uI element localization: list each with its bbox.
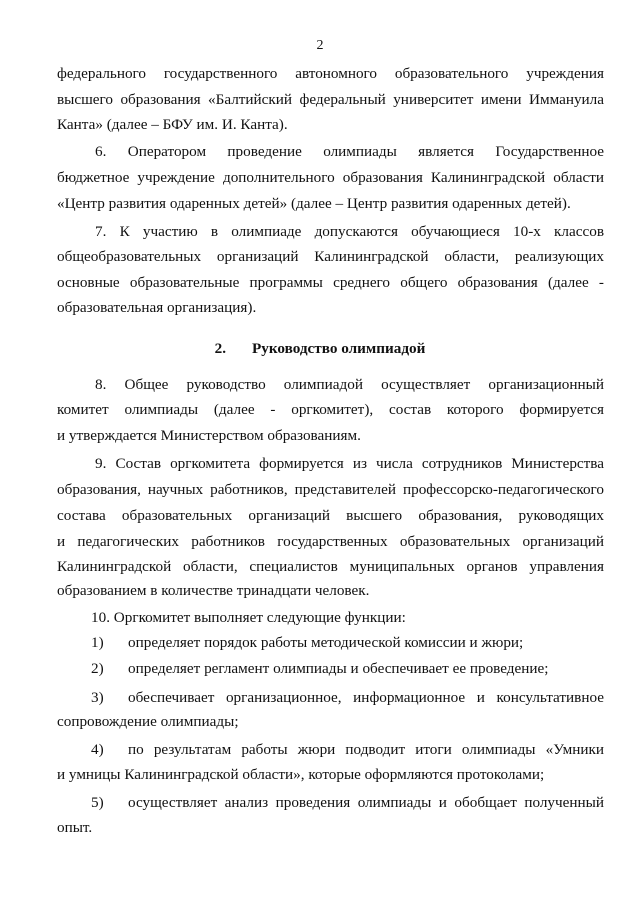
list-item-text: определяет регламент олимпиады и обеспечивает ее проведение; <box>128 660 549 677</box>
list-item-number: 5) <box>91 794 104 811</box>
text-line: образованием в количестве тринадцати человек. <box>57 582 370 599</box>
text-line: Калининградской области, специалистов муниципальных органов управления <box>57 558 604 575</box>
text-line: основные образовательные программы среднего общего образования (далее - <box>57 274 604 291</box>
text-line: 7. К участию в олимпиаде допускаются обучающиеся 10-х классов <box>95 223 604 240</box>
list-item-number: 2) <box>91 660 104 677</box>
text-line: общеобразовательных организаций Калининградской области, реализующих <box>57 248 604 265</box>
list-item-continuation: сопровождение олимпиады; <box>57 713 239 730</box>
text-line: образовательная организация). <box>57 299 257 316</box>
text-line: высшего образования «Балтийский федеральный университет имени Иммануила <box>57 91 604 108</box>
text-line: комитет олимпиады (далее - оргкомитет), состав которого формируется <box>57 401 604 418</box>
list-item-number: 4) <box>91 741 104 758</box>
list-item-text: определяет порядок работы методической комиссии и жюри; <box>128 634 524 651</box>
list-item-text: обеспечивает организационное, информационное и консультативное <box>128 689 604 706</box>
text-line: 10. Оргкомитет выполняет следующие функции: <box>91 609 406 626</box>
list-item-text: по результатам работы жюри подводит итоги олимпиады «Умники <box>128 741 604 758</box>
page-number: 2 <box>316 38 324 53</box>
text-line: и педагогических работников государственных образовательных организаций <box>57 533 604 550</box>
text-line: и утверждается Министерством образованиям. <box>57 427 361 444</box>
text-line: состава образовательных организаций высшего образования, руководящих <box>57 507 604 524</box>
list-item-number: 3) <box>91 689 104 706</box>
text-line: образования, научных работников, представителей профессорско-педагогического <box>57 481 604 498</box>
text-line: бюджетное учреждение дополнительного образования Калининградской области <box>57 169 604 186</box>
section-title: Руководство олимпиадой <box>251 340 426 357</box>
section-heading <box>0 340 640 358</box>
text-line: Канта» (далее – БФУ им. И. Канта). <box>57 116 288 133</box>
text-line: «Центр развития одаренных детей» (далее – Центр развития одаренных детей). <box>57 195 571 212</box>
text-line: 9. Состав оргкомитета формируется из числа сотрудников Министерства <box>95 455 604 472</box>
text-line: 8. Общее руководство олимпиадой осуществляет организационный <box>95 376 604 393</box>
section-number: 2. <box>214 340 226 357</box>
list-item-continuation: и умницы Калининградской области», которые оформляются протоколами; <box>57 766 545 783</box>
list-item-text: осуществляет анализ проведения олимпиады и обобщает полученный <box>128 794 604 811</box>
text-line: федерального государственного автономного образовательного учреждения <box>57 65 604 82</box>
list-item-number: 1) <box>91 634 104 651</box>
list-item-continuation: опыт. <box>57 819 93 836</box>
text-line: 6. Оператором проведение олимпиады является Государственное <box>95 143 604 160</box>
